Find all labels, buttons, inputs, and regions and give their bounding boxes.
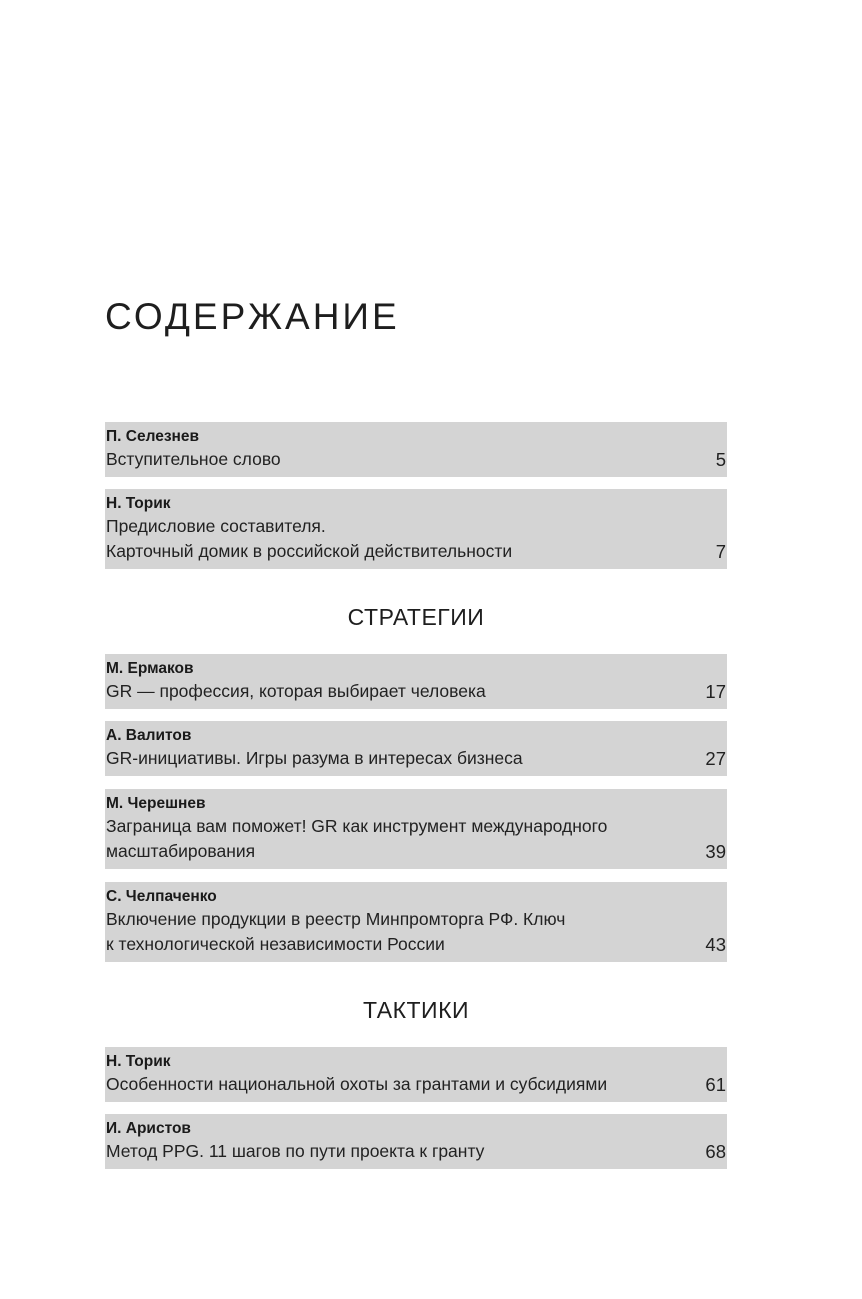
entry-author: А. Валитов <box>106 727 192 744</box>
entry-title: Вступительное слово <box>106 449 281 469</box>
entry-author: С. Челпаченко <box>106 888 217 905</box>
entry-title: Предисловие составителя. Карточный домик в российской действительности <box>106 516 513 561</box>
toc-entry[interactable] <box>105 882 727 962</box>
toc-entry[interactable] <box>105 789 727 869</box>
entry-title: Заграница вам поможет! GR как инструмент международного масштабирования <box>106 816 608 861</box>
toc-entry[interactable] <box>105 721 727 776</box>
toc-entry[interactable] <box>105 422 727 477</box>
entry-page-number: 43 <box>705 934 726 955</box>
entry-page-number: 68 <box>705 1141 726 1162</box>
entry-title: Метод PPG. 11 шагов по пути проекта к гранту <box>106 1141 485 1161</box>
toc-entry[interactable] <box>105 1114 727 1169</box>
section-heading: ТАКТИКИ <box>362 997 470 1023</box>
entry-page-number: 17 <box>705 681 726 702</box>
entry-page-number: 27 <box>705 748 726 769</box>
entry-page-number: 39 <box>705 841 726 862</box>
page-title: СОДЕРЖАНИЕ <box>105 296 400 337</box>
toc-entry[interactable] <box>105 1047 727 1102</box>
entry-title: GR — профессия, которая выбирает человека <box>106 681 486 701</box>
toc-entry[interactable] <box>105 489 727 569</box>
toc-entry[interactable] <box>105 654 727 709</box>
entry-title: GR-инициативы. Игры разума в интересах бизнеса <box>106 748 523 768</box>
entry-author: М. Черешнев <box>106 795 206 812</box>
entry-author: И. Аристов <box>106 1120 191 1137</box>
entry-page-number: 7 <box>715 541 726 562</box>
entry-author: Н. Торик <box>106 1053 171 1070</box>
entry-author: Н. Торик <box>106 495 171 512</box>
entry-title: Включение продукции в реестр Минпромторга РФ. Ключ к технологической независимости России <box>106 909 566 954</box>
entry-author: П. Селезнев <box>106 428 200 445</box>
section-heading: СТРАТЕГИИ <box>347 604 485 630</box>
entry-author: М. Ермаков <box>106 660 194 677</box>
entry-page-number: 61 <box>705 1074 726 1095</box>
entry-title: Особенности национальной охоты за грантами и субсидиями <box>106 1074 608 1094</box>
entry-page-number: 5 <box>715 449 726 470</box>
